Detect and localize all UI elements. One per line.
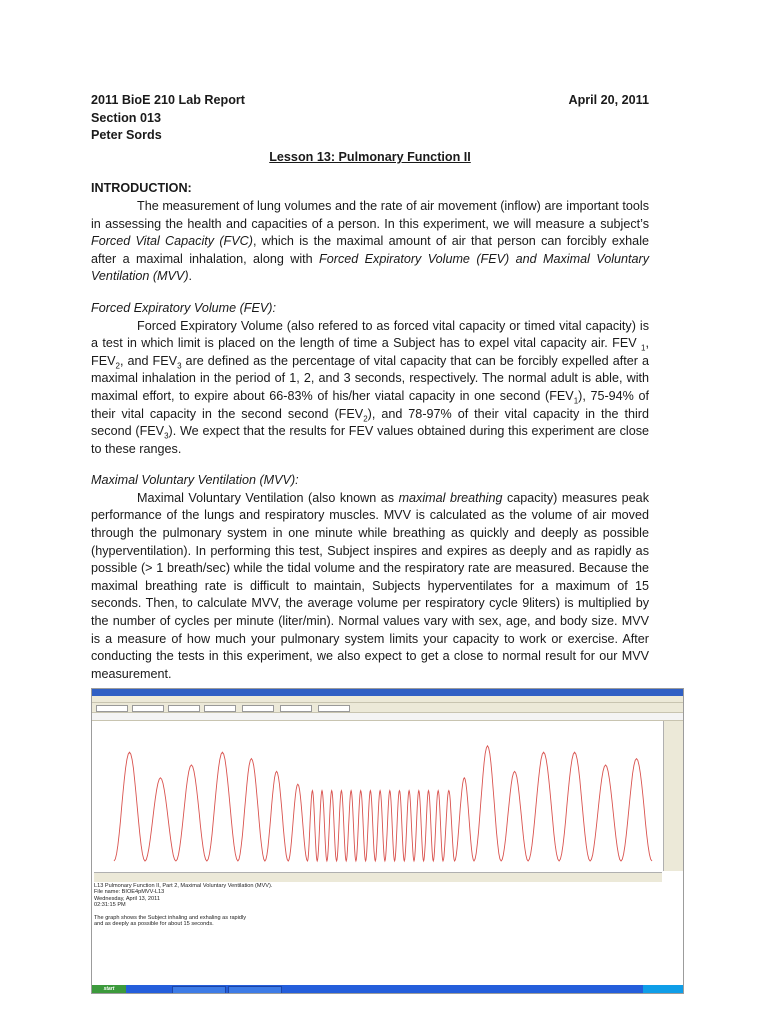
fev-sub-1: 1 (641, 343, 646, 353)
section-number: Section 013 (91, 110, 161, 125)
fev-paragraph (91, 318, 649, 459)
intro-text-1: The measurement of lung volumes and the rate of air movement (inflow) are important tools in assessing the health and capacities of a person. In this experiment, we will measure a subject’s (91, 198, 649, 231)
report-date: April 20, 2011 (568, 93, 649, 107)
fev-text-6: ), and 78-97% of their vital capacity in the third second (FEV (91, 406, 649, 439)
intro-em-fvc: Forced Vital Capacity (FVC) (91, 234, 253, 249)
app-titlebar (92, 689, 683, 696)
channel-bar (92, 713, 683, 721)
lesson-title: Lesson 13: Pulmonary Function II (269, 149, 471, 164)
taskbar-button[interactable] (228, 986, 282, 994)
mvv-text-2: capacity) measures peak performance of the lungs and respiratory muscles. MVV is calculated as the volume of air moved through the pulmonary system in one minute while breathing as quickly and deeply as possible (hyperventilation). In performing this test, Subject inspires and expires as deeply and as rapidly as possible (> 1 breath/sec) while the tidal volume and the respiratory rate are measured. Because the maximal breathing rate is difficult to maintain, Subjects hyperventilates for a maximum of 15 seconds. Then, to calculate MVV, the average volume per respiratory cycle 9liters) is multiplied by the number of cycles per minute (liter/min). Normal values vary with sex, age, and body size. MVV is a measure of how much your pulmonary system limits your capacity to work or exercise. After conducting the tests in this experiment, we also expect to get a close to normal result for our MVV measurement. (91, 490, 649, 681)
intro-em-fev-mvv: Forced Expiratory Volume (FEV) and Maximal Voluntary Ventilation (MVV) (91, 251, 649, 284)
fev-sub-2: 2 (115, 361, 120, 371)
app-menubar (92, 696, 683, 703)
mvv-heading: Maximal Voluntary Ventilation (MVV): (91, 473, 299, 488)
fev-text-2: , FEV (91, 336, 649, 368)
mvv-text-1: Maximal Voluntary Ventilation (also known as (137, 490, 399, 505)
fev-sub-4: 1 (573, 396, 579, 406)
introduction-paragraph (91, 198, 649, 286)
intro-text-2: , which is the maximal amount of air that person can forcibly exhale after a maximal inhalation, along with (91, 234, 649, 266)
toolbar-field (318, 705, 350, 712)
fev-sub-6: 3 (164, 431, 169, 441)
toolbar-field (280, 705, 312, 712)
mvv-em: maximal breathing (398, 490, 503, 505)
fev-sub-5: 2 (363, 414, 368, 424)
caption-line: File name: BIOE4pMVV-L13 (94, 889, 165, 896)
toolbar-field (242, 705, 274, 712)
start-button[interactable]: start (92, 985, 126, 993)
fev-heading: Forced Expiratory Volume (FEV): (91, 300, 276, 315)
fev-text-4: are defined as the percentage of vital capacity that can be forcibly expelled after a maximal inhalation in the period of 1, 2, and 3 seconds, respectively. The normal adult is able, with maximal effort, to expire about 66-83% of his/her viatal capacity in one second (FEV (91, 353, 649, 403)
author-name: Peter Sords (91, 128, 162, 143)
caption-line: L13 Pulmonary Function II, Part 2, Maximal Voluntary Ventilation (MVV). (94, 883, 273, 889)
fev-text-1: Forced Expiratory Volume (also refered to as forced vital capacity or timed vital capacity) is a test in which limit is placed on the length of time a Subject has to expel vital capacity air. FEV (91, 318, 649, 351)
fev-text-5: ), 75-94% of their vital capacity in the second second (FEV (91, 388, 650, 421)
taskbar-button[interactable] (172, 986, 226, 994)
graph-caption (94, 883, 674, 927)
course-title: 2011 BioE 210 Lab Report (91, 93, 245, 107)
toolbar-field (168, 705, 200, 712)
caption-note: The graph shows the Subject inhaling and exhaling as rapidly (94, 914, 247, 921)
introduction-heading: INTRODUCTION: (91, 181, 192, 196)
toolbar-field (96, 705, 128, 712)
caption-note: and as deeply as possible for about 15 seconds. (94, 921, 214, 928)
app-toolbar (92, 703, 683, 713)
windows-taskbar (92, 985, 683, 993)
toolbar-field (132, 705, 164, 712)
mvv-paragraph (91, 490, 649, 684)
mvv-series-line (114, 746, 652, 861)
caption-line: Wednesday, April 13, 2011 (94, 895, 160, 902)
fev-text-3: , and FEV (119, 353, 178, 368)
report-header-row (91, 92, 649, 110)
fev-text-7: ). We expect that the results for FEV values obtained during this experiment are close to these ranges. (91, 424, 649, 456)
toolbar-field (204, 705, 236, 712)
time-axis (94, 872, 662, 882)
system-tray (643, 985, 683, 993)
lab-report-page (91, 92, 649, 733)
fev-sub-3: 3 (177, 361, 182, 371)
mvv-waveform-plot (94, 721, 662, 871)
embedded-screenshot (91, 688, 684, 994)
intro-text-3: . (188, 269, 193, 284)
amplitude-scale (663, 721, 683, 871)
caption-line: 02:31:15 PM (94, 902, 126, 909)
